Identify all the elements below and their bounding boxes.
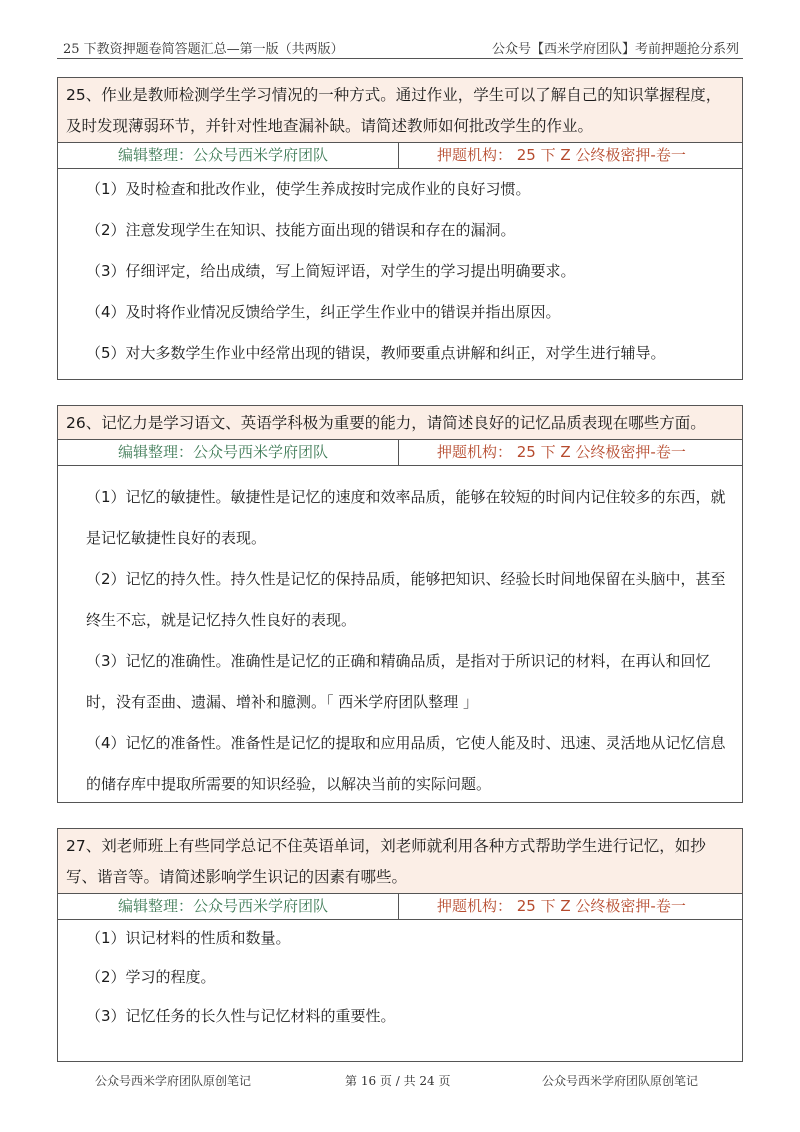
answer-item: （4）记忆的准备性。准备性是记忆的提取和应用品质，它使人能及时、迅速、灵活地从记忆信息的储存库中提取所需要的知识经验，以解决当前的实际问题。 — [86, 734, 726, 793]
source-credit: 押题机构： 25 下 Z 公终极密押-卷一 — [437, 897, 686, 915]
answer-item: （1）及时检查和批改作业，使学生养成按时完成作业的良好习惯。 — [86, 180, 531, 198]
editor-credit: 编辑整理：公众号西米学府团队 — [58, 894, 399, 919]
source-credit: 押题机构： 25 下 Z 公终极密押-卷一 — [437, 146, 686, 164]
header-series-title: 公众号【西米学府团队】考前押题抢分系列 — [491, 42, 739, 57]
answer-item: （5）对大多数学生作业中经常出现的错误，教师要重点讲解和纠正，对学生进行辅导。 — [86, 344, 666, 362]
editor-credit: 编辑整理：公众号西米学府团队 — [58, 143, 399, 168]
question-block-26 — [57, 405, 743, 803]
answer-item: （3）记忆的准确性。准确性是记忆的正确和精确品质，是指对于所识记的材料，在再认和回忆时，没有歪曲、遗漏、增补和臆测。「 西米学府团队整理 」 — [86, 652, 711, 711]
answer-item: （3）仔细评定，给出成绩，写上简短评语，对学生的学习提出明确要求。 — [86, 262, 576, 280]
question-title: 25、作业是教师检测学生学习情况的一种方式。通过作业，学生可以了解自己的知识掌握程度，及时发现薄弱环节，并针对性地查漏补缺。请简述教师如何批改学生的作业。 — [58, 78, 742, 143]
header-doc-title: 25 下教资押题卷简答题汇总—第一版（共两版） — [63, 42, 344, 57]
question-block-25 — [57, 77, 743, 380]
page-header — [57, 36, 743, 59]
answer-item: （2）记忆的持久性。持久性是记忆的保持品质，能够把知识、经验长时间地保留在头脑中，甚至终生不忘，就是记忆持久性良好的表现。 — [86, 570, 726, 629]
answer-item: （1）识记材料的性质和数量。 — [86, 929, 291, 947]
question-meta — [58, 440, 742, 466]
answer-list — [58, 169, 742, 383]
page-number: 第 16 页 / 共 24 页 — [345, 1074, 451, 1088]
question-block-27 — [57, 828, 743, 1062]
footer-left-note: 公众号西米学府团队原创笔记 — [95, 1074, 252, 1088]
answer-list — [58, 466, 742, 805]
question-meta — [58, 143, 742, 169]
question-title: 26、记忆力是学习语文、英语学科极为重要的能力，请简述良好的记忆品质表现在哪些方面。 — [58, 406, 742, 440]
answer-item: （2）注意发现学生在知识、技能方面出现的错误和存在的漏洞。 — [86, 221, 516, 239]
page-footer — [0, 1072, 800, 1090]
source-credit: 押题机构： 25 下 Z 公终极密押-卷一 — [437, 443, 686, 461]
answer-item: （1）记忆的敏捷性。敏捷性是记忆的速度和效率品质，能够在较短的时间内记住较多的东西，就是记忆敏捷性良好的表现。 — [86, 488, 726, 547]
editor-credit: 编辑整理：公众号西米学府团队 — [58, 440, 399, 465]
answer-item: （3）记忆任务的长久性与记忆材料的重要性。 — [86, 1007, 396, 1025]
answer-item: （4）及时将作业情况反馈给学生，纠正学生作业中的错误并指出原因。 — [86, 303, 561, 321]
question-title: 27、刘老师班上有些同学总记不住英语单词，刘老师就利用各种方式帮助学生进行记忆，如抄写、谐音等。请简述影响学生识记的因素有哪些。 — [58, 829, 742, 894]
question-meta — [58, 894, 742, 920]
answer-item: （2）学习的程度。 — [86, 968, 216, 986]
answer-list — [58, 920, 742, 1044]
footer-right-note: 公众号西米学府团队原创笔记 — [542, 1074, 699, 1088]
